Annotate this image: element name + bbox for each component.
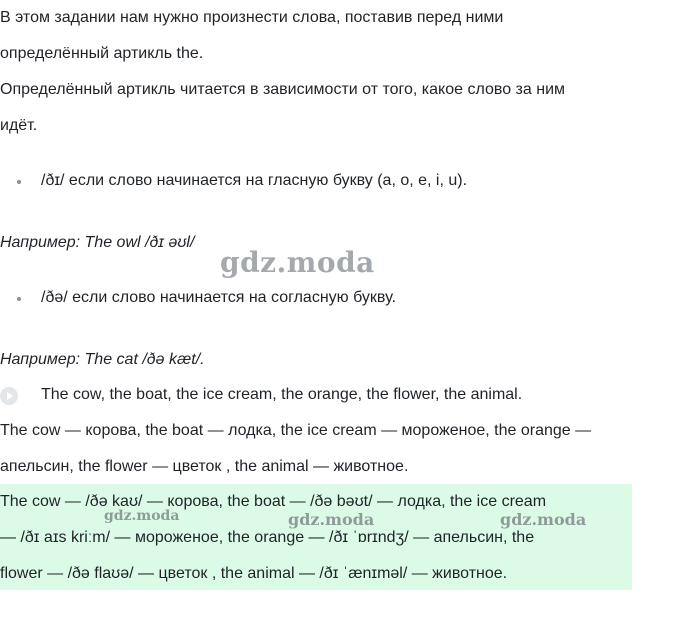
- audio-words-line: The cow, the boat, the ice cream, the orange, the flower, the animal.: [41, 386, 523, 403]
- translation-line-1: The cow — корова, the boat — лодка, the ice cream — мороженое, the orange —: [0, 422, 592, 439]
- bullet-dot-icon: [17, 180, 21, 184]
- watermark-main: gdz.moda: [220, 246, 375, 279]
- intro-line-2: определённый артикль the.: [0, 45, 204, 62]
- bullet-consonant-rule: /ðə/ если слово начинается на согласную букву.: [41, 289, 396, 306]
- example-consonant: Например: The cat /ðə kæt/.: [0, 351, 205, 368]
- intro-line-1: В этом задании нам нужно произнести слова, поставив перед ними: [0, 9, 504, 26]
- transcription-line-2: — /ðɪ aɪs kriːm/ — мороженое, the orange — /ðɪ ˈɒrɪndʒ/ — апельсин, the: [0, 529, 535, 546]
- bullet-dot-icon: [17, 297, 21, 301]
- transcription-line-3: flower — /ðə flaʊə/ — цветок , the animal — /ðɪ ˈænɪməl/ — животное.: [0, 565, 508, 582]
- watermark-small: gdz.moda: [500, 510, 587, 529]
- bullet-vowel-rule: /ðɪ/ если слово начинается на гласную букву (a, o, e, i, u).: [41, 172, 468, 189]
- translation-line-2: апельсин, the flower — цветок , the animal — животное.: [0, 458, 409, 475]
- transcription-line-1: The cow — /ðə kaʊ/ — корова, the boat — /ðə bəʊt/ — лодка, the ice cream: [0, 493, 547, 510]
- watermark-small: gdz.moda: [104, 508, 180, 524]
- example-vowel: Например: The owl /ðɪ əʊl/: [0, 234, 195, 251]
- rule-line-1: Определённый артикль читается в зависимости от того, какое слово за ним: [0, 81, 566, 98]
- play-icon[interactable]: [0, 387, 18, 405]
- watermark-small: gdz.moda: [288, 510, 375, 529]
- rule-line-2: идёт.: [0, 117, 38, 134]
